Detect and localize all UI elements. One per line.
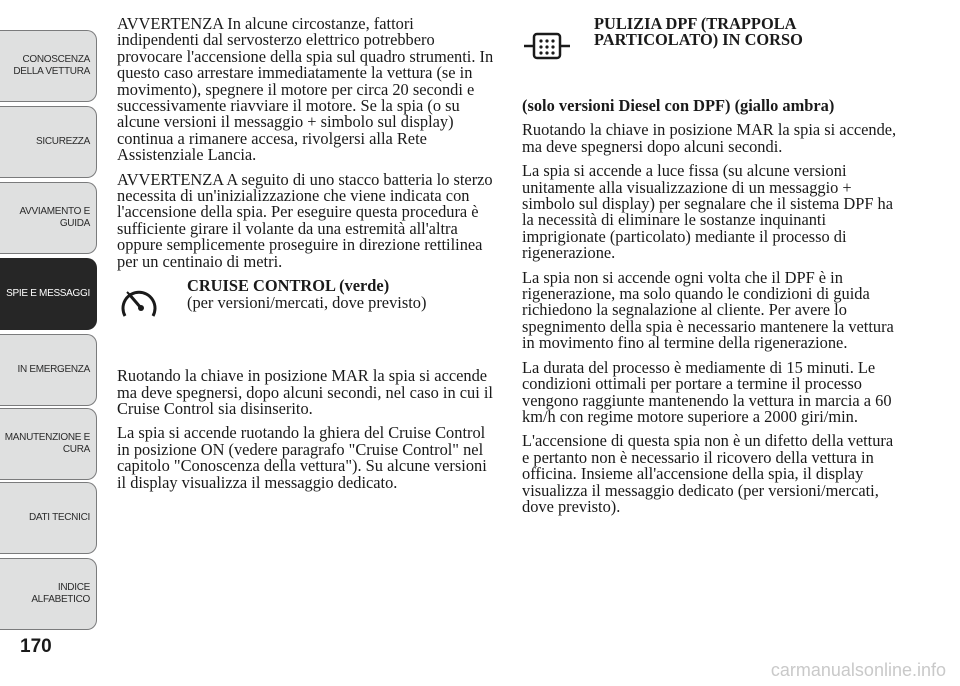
dpf-subhead: (solo versioni Diesel con DPF) (giallo ambra) <box>522 96 835 115</box>
left-column <box>117 16 497 499</box>
tab-spie-messaggi[interactable]: SPIE E MESSAGGI <box>0 258 97 330</box>
dpf-paragraph-3: La spia non si accende ogni volta che il DPF è in rigenerazione, ma solo quando le condizioni di guida richiedono la segnalazione al cliente. Per avere lo spegnimento della spia è necessario mantenere la vettura in movimento fino al termine della rigenerazione. <box>522 267 894 353</box>
dpf-filter-icon <box>522 24 574 71</box>
cruise-control-icon <box>117 284 161 331</box>
tab-manutenzione[interactable]: MANUTENZIONE E CURA <box>0 408 97 480</box>
dpf-heading <box>522 16 902 98</box>
cruise-paragraph-1: Ruotando la chiave in posizione MAR la spia si accende ma deve spegnersi, dopo alcuni secondi, nel caso in cui il Cruise Control sia disinserito. <box>117 366 493 418</box>
tab-conoscenza[interactable]: CONOSCENZA DELLA VETTURA <box>0 30 97 102</box>
cruise-control-title: CRUISE CONTROL (verde) <box>187 276 390 296</box>
dpf-paragraph-1: Ruotando la chiave in posizione MAR la spia si accende, ma deve spegnersi dopo alcuni secondi. <box>522 120 897 156</box>
watermark: carmanualsonline.info <box>770 660 946 680</box>
dpf-title-line-1: PULIZIA DPF (TRAPPOLA <box>594 14 797 33</box>
page-number: 170 <box>20 636 52 657</box>
tab-avviamento[interactable]: AVVIAMENTO E GUIDA <box>0 182 97 254</box>
tab-indice[interactable]: INDICE ALFABETICO <box>0 558 97 630</box>
tab-emergenza[interactable]: IN EMERGENZA <box>0 334 97 406</box>
tab-dati-tecnici[interactable]: DATI TECNICI <box>0 482 97 554</box>
dpf-paragraph-5: L'accensione di questa spia non è un difetto della vettura e pertanto non è necessario il ricovero della vettura in officina. Insieme all'accensione della spia, il display visualizza il messaggio dedicato (per versioni/mercati, dove previsto). <box>522 431 894 516</box>
warning-paragraph-2: AVVERTENZA A seguito di uno stacco batteria lo sterzo necessita di un'inizializzazione che viene indicata con l'accensione della spia. Per eseguire questa procedura è sufficiente girare il volante da una estremità all'altra oppure semplicemente proseguire in direzione rettilinea per un centinaio di metri. <box>117 169 493 271</box>
cruise-control-heading <box>117 278 497 368</box>
dpf-title-line-2: PARTICOLATO) IN CORSO <box>594 30 803 50</box>
tab-sicurezza[interactable]: SICUREZZA <box>0 106 97 178</box>
right-column <box>522 16 902 523</box>
warning-paragraph-1: AVVERTENZA In alcune circostanze, fattori indipendenti dal servosterzo elettrico potrebbero provocare l'accensione della spia sul quadro strumenti. In questo caso arrestare immediatamente la vettura (se in movimento), spegnere il motore per circa 20 secondi e successivamente riavviare il motore. Se la spia (o su alcune versioni il messaggio + simbolo sul display) continua a rimanere accesa, rivolgersi alla Rete Assistenziale Lancia. <box>117 14 494 165</box>
cruise-paragraph-2: La spia si accende ruotando la ghiera del Cruise Control in posizione ON (vedere paragrafo "Cruise Control" nel capitolo "Conoscenza della vettura"). Su alcune versioni il display visualizza il messaggio dedicato. <box>117 423 487 492</box>
dpf-paragraph-4: La durata del processo è mediamente di 15 minuti. Le condizioni ottimali per portare a termine il processo vengono raggiunte mantenendo la vettura in marcia a 60 km/h con regime motore superiore a 2000 giri/min. <box>522 357 892 426</box>
cruise-control-subtitle: (per versioni/mercati, dove previsto) <box>187 292 427 312</box>
dpf-paragraph-2: La spia si accende a luce fissa (su alcune versioni unitamente alla visualizzazione di un messaggio + simbolo sul display) per segnalare che il sistema DPF ha la necessità di eliminare le sostanze inquinanti imprigionate (particolato) mediante il processo di rigenerazione. <box>522 161 893 263</box>
